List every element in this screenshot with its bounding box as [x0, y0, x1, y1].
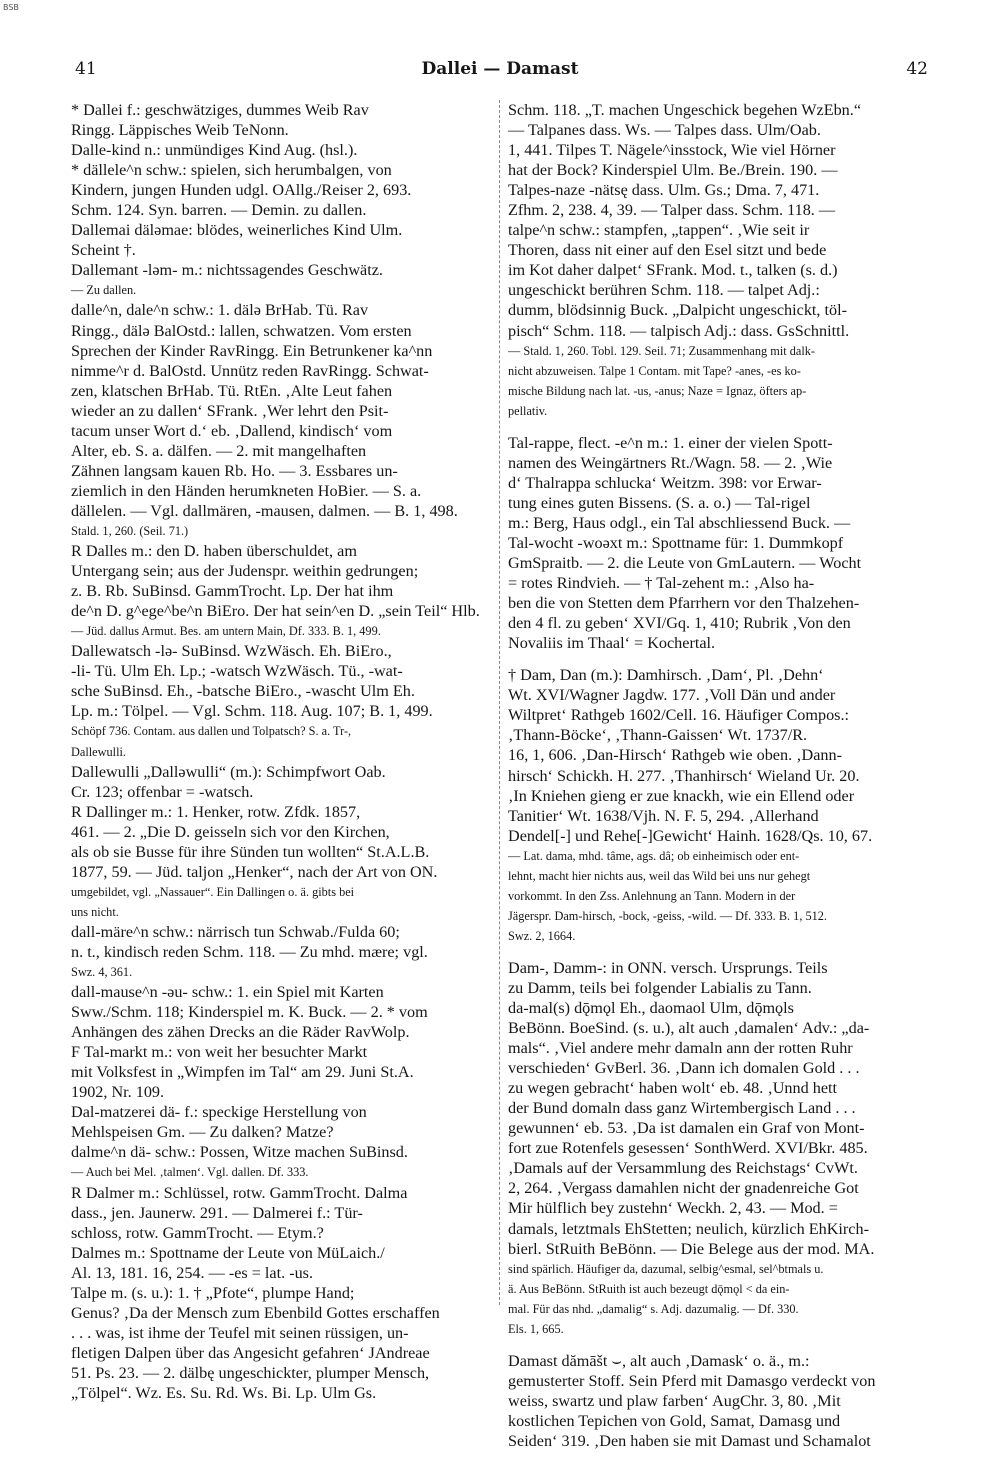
text-line: BeBönn. BoeSind. (s. u.), alt auch ‚damalen‘ Adv.: „da-: [508, 1019, 870, 1038]
text-line: Dallewulli „Dallǝwulli“ (m.): Schimpfwort Oab.: [71, 762, 386, 781]
text-line: ‚In Kniehen gieng er zue knackh, wie ein Ellend oder: [508, 786, 855, 805]
text-line: de^n D. g^ege^be^n BiEro. Der hat sein^en D. „sein Teil“ Hlb.: [71, 602, 480, 621]
text-line: Untergang sein; aus der Judenspr. weithin gedrungen;: [71, 562, 419, 581]
text-line: R Dalles m.: den D. haben überschuldet, am: [71, 542, 357, 561]
text-line: — Stald. 1, 260. Tobl. 129. Seil. 71; Zusammenhang mit dalk-: [508, 343, 815, 358]
text-line: dass., jen. Jaunerw. 291. — Dalmerei f.: Tür-: [71, 1203, 363, 1222]
text-line: Lp. m.: Tölpel. — Vgl. Schm. 118. Aug. 107; B. 1, 499.: [71, 702, 433, 721]
text-line: nicht abzuweisen. Talpe 1 Contam. mit Tape? -anes, -es ko-: [508, 363, 801, 378]
text-line: 2, 264. ‚Vergass damahlen nicht der gnadenreiche Got: [508, 1179, 859, 1198]
text-line: dalme^n dä- schw.: Possen, Witze machen SuBinsd.: [71, 1143, 408, 1162]
text-line: 1, 441. Tilpes T. Nägele^insstock, Wie viel Hörner: [508, 141, 836, 160]
text-line: gemusterter Stoff. Sein Pferd mit Damasgo verdeckt von: [508, 1371, 876, 1390]
text-line: vorkommt. In den Zss. Anlehnung an Tann. Modern in der: [508, 888, 796, 903]
text-line: dällelen. — Vgl. dallmären, -mausen, dalmen. — B. 1, 498.: [71, 501, 458, 520]
text-line: hat der Bock? Kinderspiel Ulm. Be./Brein. 190. —: [508, 161, 838, 180]
text-line: fort zue Rotenfels gesessen‘ SonthWerd. XVI/Bkr. 485.: [508, 1139, 868, 1158]
text-line: — Jüd. dallus Armut. Bes. am untern Main, Df. 333. B. 1, 499.: [71, 624, 381, 639]
text-line: Stald. 1, 260. (Seil. 71.): [71, 523, 189, 538]
text-line: namen des Weingärtners Rt./Wagn. 58. — 2. ‚Wie: [508, 453, 833, 472]
text-line: dalle^n, dale^n schw.: 1. dälə BrHab. Tü. Rav: [71, 301, 369, 320]
text-line: Talpe m. (s. u.): 1. † „Pfote“, plumpe Hand;: [71, 1283, 355, 1302]
text-line: wieder an zu dallen‘ SFrank. ‚Wer lehrt den Psit-: [71, 401, 389, 420]
text-line: . . . was, ist ihme der Teufel mit seinen rüssigen, un-: [71, 1323, 409, 1342]
text-line: als ob sie Busse für ihre Sünden tun wollten“ St.A.L.B.: [71, 842, 430, 861]
text-line: lehnt, macht hier nichts aus, weil das Wild bei uns nur gehegt: [508, 868, 811, 883]
text-line: zu wegen gebracht‘ haben wolt‘ eb. 48. ‚Unnd hett: [508, 1079, 838, 1098]
text-line: Dallewatsch -lə- SuBinsd. WzWäsch. Eh. BiEro.,: [71, 642, 392, 661]
text-line: Cr. 123; offenbar = -watsch.: [71, 782, 254, 801]
text-line: -li- Tü. Ulm Eh. Lp.; -watsch WzWäsch. Tü., -wat-: [71, 662, 403, 681]
text-line: uns nicht.: [71, 904, 119, 919]
text-line: Zähnen langsam kauen Rb. Ho. — 3. Essbares un-: [71, 461, 398, 480]
text-line: F Tal-markt m.: von weit her besuchter Markt: [71, 1043, 368, 1062]
text-line: Swz. 2, 1664.: [508, 928, 576, 943]
text-line: Sprechen der Kinder RavRingg. Ein Betrunkener ka^nn: [71, 341, 433, 360]
text-line: Sww./Schm. 118; Kinderspiel m. K. Buck. — 2. * vom: [71, 1003, 428, 1022]
text-line: Els. 1, 665.: [508, 1321, 564, 1336]
text-line: „Tölpel“. Wz. Es. Su. Rd. Ws. Bi. Lp. Ulm Gs.: [71, 1384, 377, 1402]
text-line: zu Damm, teils bei folgender Labialis zu Tann.: [508, 978, 812, 997]
text-line: Wiltpret‘ Rathgeb 1602/Cell. 16. Häufiger Compos.:: [508, 706, 850, 725]
text-line: R Dalmer m.: Schlüssel, rotw. GammTrocht. Dalma: [71, 1183, 408, 1202]
text-line: ungeschickt berühren Schm. 118. — talpet Adj.:: [508, 281, 820, 300]
text-line: Wt. XVI/Wagner Jagdw. 177. ‚Voll Dän und ander: [508, 686, 836, 705]
text-line: tung eines guten Bissens. (S. a. o.) — Tal-rigel: [508, 493, 811, 512]
text-line: * Dallei f.: geschwätziges, dummes Weib Rav: [71, 101, 369, 119]
text-line: talpe^n schw.: stampfen, „tappen“. ‚Wie seit ir: [508, 221, 810, 240]
text-line: n. t., kindisch reden Schm. 118. — Zu mhd. mære; vgl.: [71, 942, 428, 961]
text-line: Tal-rappe, flect. -e^n m.: 1. einer der vielen Spott-: [508, 433, 833, 452]
text-line: schloss, rotw. GammTrocht. — Etym.?: [71, 1223, 324, 1242]
text-line: 1902, Nr. 109.: [71, 1083, 165, 1102]
text-line: Zfhm. 2, 238. 4, 39. — Talper dass. Schm. 118. —: [508, 201, 836, 220]
page-title: Dallei — Damast: [421, 59, 579, 79]
text-line: Talpes-naze -nätsę dass. Ulm. Gs.; Dma. 7, 471.: [508, 181, 820, 200]
text-line: Jägerspr. Dam-hirsch, -bock, -geiss, -wild. — Df. 333. B. 1, 512.: [508, 908, 827, 923]
text-line: dall-märe^n schw.: närrisch tun Schwab./Fulda 60;: [71, 922, 400, 941]
text-line: fletigen Dalpen über das Angesicht gefahren‘ JAndreae: [71, 1343, 430, 1362]
text-line: der Bund domaln dass ganz Wirtembergisch Land . . .: [508, 1099, 856, 1118]
text-line: ziemlich in den Händen herumkneten HoBier. — S. a.: [71, 481, 422, 500]
left-column: [71, 100, 493, 1403]
text-line: dumm, blödsinnig Buck. „Dalpicht ungeschickt, töl-: [508, 301, 847, 320]
text-line: damals, letztmals EhStetten; neulich, kürzlich EhKirch-: [508, 1219, 869, 1238]
text-line: R Dallinger m.: 1. Henker, rotw. Zfdk. 1857,: [71, 802, 361, 821]
text-line: mit Volksfest in „Wimpfen im Tal“ am 29. Juni St.A.: [71, 1063, 414, 1082]
text-line: weiss, swartz und plaw farben‘ AugChr. 3, 80. ‚Mit: [508, 1391, 841, 1410]
text-line: kostlichen Tepichen von Gold, Samat, Damasg und: [508, 1411, 841, 1430]
text-line: Ringg. Läppisches Weib TeNonn.: [71, 121, 289, 140]
text-line: Dallemai däləmae: blödes, weinerliches Kind Ulm.: [71, 221, 403, 240]
text-line: Mir hülflich bey zustehn‘ Weckh. 2, 43. — Mod. =: [508, 1199, 838, 1218]
right-column: [508, 100, 930, 1451]
text-line: da-mal(s) dǭmǫl Eh., daomaol Ulm, dǭmǫls: [508, 999, 794, 1018]
text-line: sind spärlich. Häufiger da, dazumal, selbig^esmal, sel^btmals u.: [508, 1261, 824, 1276]
text-line: GmSpraitb. — 2. die Leute von GmLautern. — Wocht: [508, 554, 862, 573]
text-line: Schöpf 736. Contam. aus dallen und Tolpatsch? S. a. Tr-,: [71, 724, 352, 739]
text-line: 1877, 59. — Jüd. taljon „Henker“, nach der Art von ON.: [71, 862, 438, 881]
text-line: Dal-matzerei dä- f.: speckige Herstellung von: [71, 1103, 367, 1122]
text-line: nimme^r d. BalOstd. Unnütz reden RavRingg. Schwat-: [71, 361, 429, 380]
text-line: Genus? ‚Da der Mensch zum Ebenbild Gottes erschaffen: [71, 1303, 440, 1322]
text-line: verschieden‘ GvBerl. 36. ‚Dann ich domalen Gold . . .: [508, 1059, 860, 1078]
text-line: pisch“ Schm. 118. — talpisch Adj.: dass. GsSchnittl.: [508, 321, 850, 340]
column-divider: [499, 100, 500, 1305]
text-line: = rotes Rindvieh. — † Tal-zehent m.: ‚Also ha-: [508, 574, 815, 593]
text-line: mals“. ‚Viel andere mehr damaln ann der rotten Ruhr: [508, 1039, 853, 1058]
text-line: mische Bildung nach lat. -us, -anus; Naze = Ignaz, öfters ap-: [508, 383, 807, 398]
text-line: — Lat. dama, mhd. tâme, ags. dâ; ob einheimisch oder ent-: [508, 848, 800, 863]
text-line: † Dam, Dan (m.): Damhirsch. ‚Dam‘, Pl. ‚Dehn‘: [508, 666, 824, 685]
text-line: im Kot daher dalpet‘ SFrank. Mod. t., talken (s. d.): [508, 261, 838, 280]
text-line: 461. — 2. „Die D. geisseln sich vor den Kirchen,: [71, 822, 390, 841]
text-line: Damast dămāšt ⌣, alt auch ‚Damask‘ o. ä., m.:: [508, 1351, 810, 1370]
text-line: ‚Thann-Böcke‘, ‚Thann-Gaissen‘ Wt. 1737/R.: [508, 726, 808, 745]
text-line: d‘ Thalrappa schlucka‘ Weitzm. 398: vor Erwar-: [508, 473, 822, 492]
text-line: Dalmes m.: Spottname der Leute von MüLaich./: [71, 1243, 385, 1262]
text-line: 51. Ps. 23. — 2. dälbę ungeschickter, plumper Mensch,: [71, 1363, 430, 1382]
text-line: Dam-, Damm-: in ONN. versch. Ursprungs. Teils: [508, 958, 828, 977]
text-line: Schm. 118. „T. machen Ungeschick begehen WzEbn.“: [508, 101, 862, 119]
text-line: zen, klatschen BrHab. Tü. RtEn. ‚Alte Leut fahen: [71, 381, 393, 400]
text-line: Seiden‘ 319. ‚Den haben sie mit Damast und Schamalot: [508, 1432, 871, 1450]
text-line: Swz. 4, 361.: [71, 965, 133, 980]
text-line: ben die von Stetten dem Pfarrhern vor den Thalzehen-: [508, 594, 860, 613]
text-line: tacum unser Wort d.‘ eb. ‚Dallend, kindisch‘ vom: [71, 421, 393, 440]
text-line: m.: Berg, Haus odgl., ein Tal abschliessend Buck. —: [508, 513, 851, 532]
text-line: umgebildet, vgl. „Nassauer“. Ein Dallingen o. ä. gibts bei: [71, 884, 355, 899]
text-line: Alter, eb. S. a. dälfen. — 2. mit mangelhaften: [71, 441, 367, 460]
library-stamp: BSB: [3, 3, 19, 12]
text-line: Dallewulli.: [71, 744, 126, 759]
text-line: mal. Für das nhd. „damalig“ s. Adj. dazumalig. — Df. 330.: [508, 1301, 799, 1316]
page-number-left: 41: [75, 59, 97, 79]
text-line: z. B. Rb. SuBinsd. GammTrocht. Lp. Der hat ihm: [71, 582, 394, 601]
text-line: Novaliis im Thaal‘ = Kochertal.: [508, 634, 716, 653]
text-line: — Zu dallen.: [71, 283, 137, 298]
text-line: Tal-wocht -woəxt m.: Spottname für: 1. Dummkopf: [508, 533, 844, 552]
text-line: ‚Damals auf der Versammlung des Reichstags‘ CvWt.: [508, 1159, 858, 1178]
text-line: gewunnen‘ eb. 53. ‚Da ist damalen ein Graf von Mont-: [508, 1119, 865, 1138]
text-line: pellativ.: [508, 403, 548, 418]
text-line: dall-mause^n -əu- schw.: 1. ein Spiel mit Karten: [71, 983, 384, 1002]
text-line: Al. 13, 181. 16, 254. — -es = lat. -us.: [71, 1263, 314, 1282]
text-line: hirsch‘ Schickh. H. 277. ‚Thanhirsch‘ Wieland Ur. 20.: [508, 766, 860, 785]
text-line: Thoren, dass nit einer auf den Esel sitzt und bede: [508, 241, 827, 260]
text-line: ä. Aus BeBönn. StRuith ist auch bezeugt dǭmǫl < da ein-: [508, 1281, 790, 1296]
text-line: Dalle-kind n.: unmündiges Kind Aug. (hsl.).: [71, 141, 358, 160]
text-line: — Talpanes dass. Ws. — Talpes dass. Ulm/Oab.: [508, 121, 821, 140]
text-line: Dallemant -ləm- m.: nichtssagendes Geschwätz.: [71, 261, 383, 280]
page-number-right: 42: [906, 59, 928, 79]
text-line: Schm. 124. Syn. barren. — Demin. zu dallen.: [71, 201, 367, 220]
text-line: Kindern, jungen Hunden udgl. OAllg./Reiser 2, 693.: [71, 181, 412, 200]
text-line: Dendel[-] und Rehe[-]Gewicht‘ Hainh. 1628/Qs. 10, 67.: [508, 826, 873, 845]
text-line: Anhängen des zähen Drecks an die Räder RavWolp.: [71, 1023, 410, 1042]
text-line: * dällele^n schw.: spielen, sich herumbalgen, von: [71, 161, 392, 180]
text-line: sche SuBinsd. Eh., -batsche BiEro., -wascht Ulm Eh.: [71, 682, 415, 701]
text-line: den 4 fl. zu geben‘ XVI/Gq. 1, 410; Rubrik ‚Von den: [508, 614, 851, 633]
text-line: Scheint †.: [71, 241, 136, 260]
text-line: Mehlspeisen Gm. — Zu dalken? Matze?: [71, 1123, 334, 1142]
text-line: bierl. StRuith BeBönn. — Die Belege aus der mod. MA.: [508, 1239, 875, 1258]
text-line: Tanitier‘ Wt. 1638/Vjh. N. F. 5, 294. ‚Allerhand: [508, 806, 819, 825]
text-line: 16, 1, 606. ‚Dan-Hirsch‘ Rathgeb wie oben. ‚Dann-: [508, 746, 843, 765]
text-line: — Auch bei Mel. ‚talmen‘. Vgl. dallen. Df. 333.: [71, 1165, 309, 1180]
text-line: Ringg., dälə BalOstd.: lallen, schwatzen. Vom ersten: [71, 321, 412, 340]
